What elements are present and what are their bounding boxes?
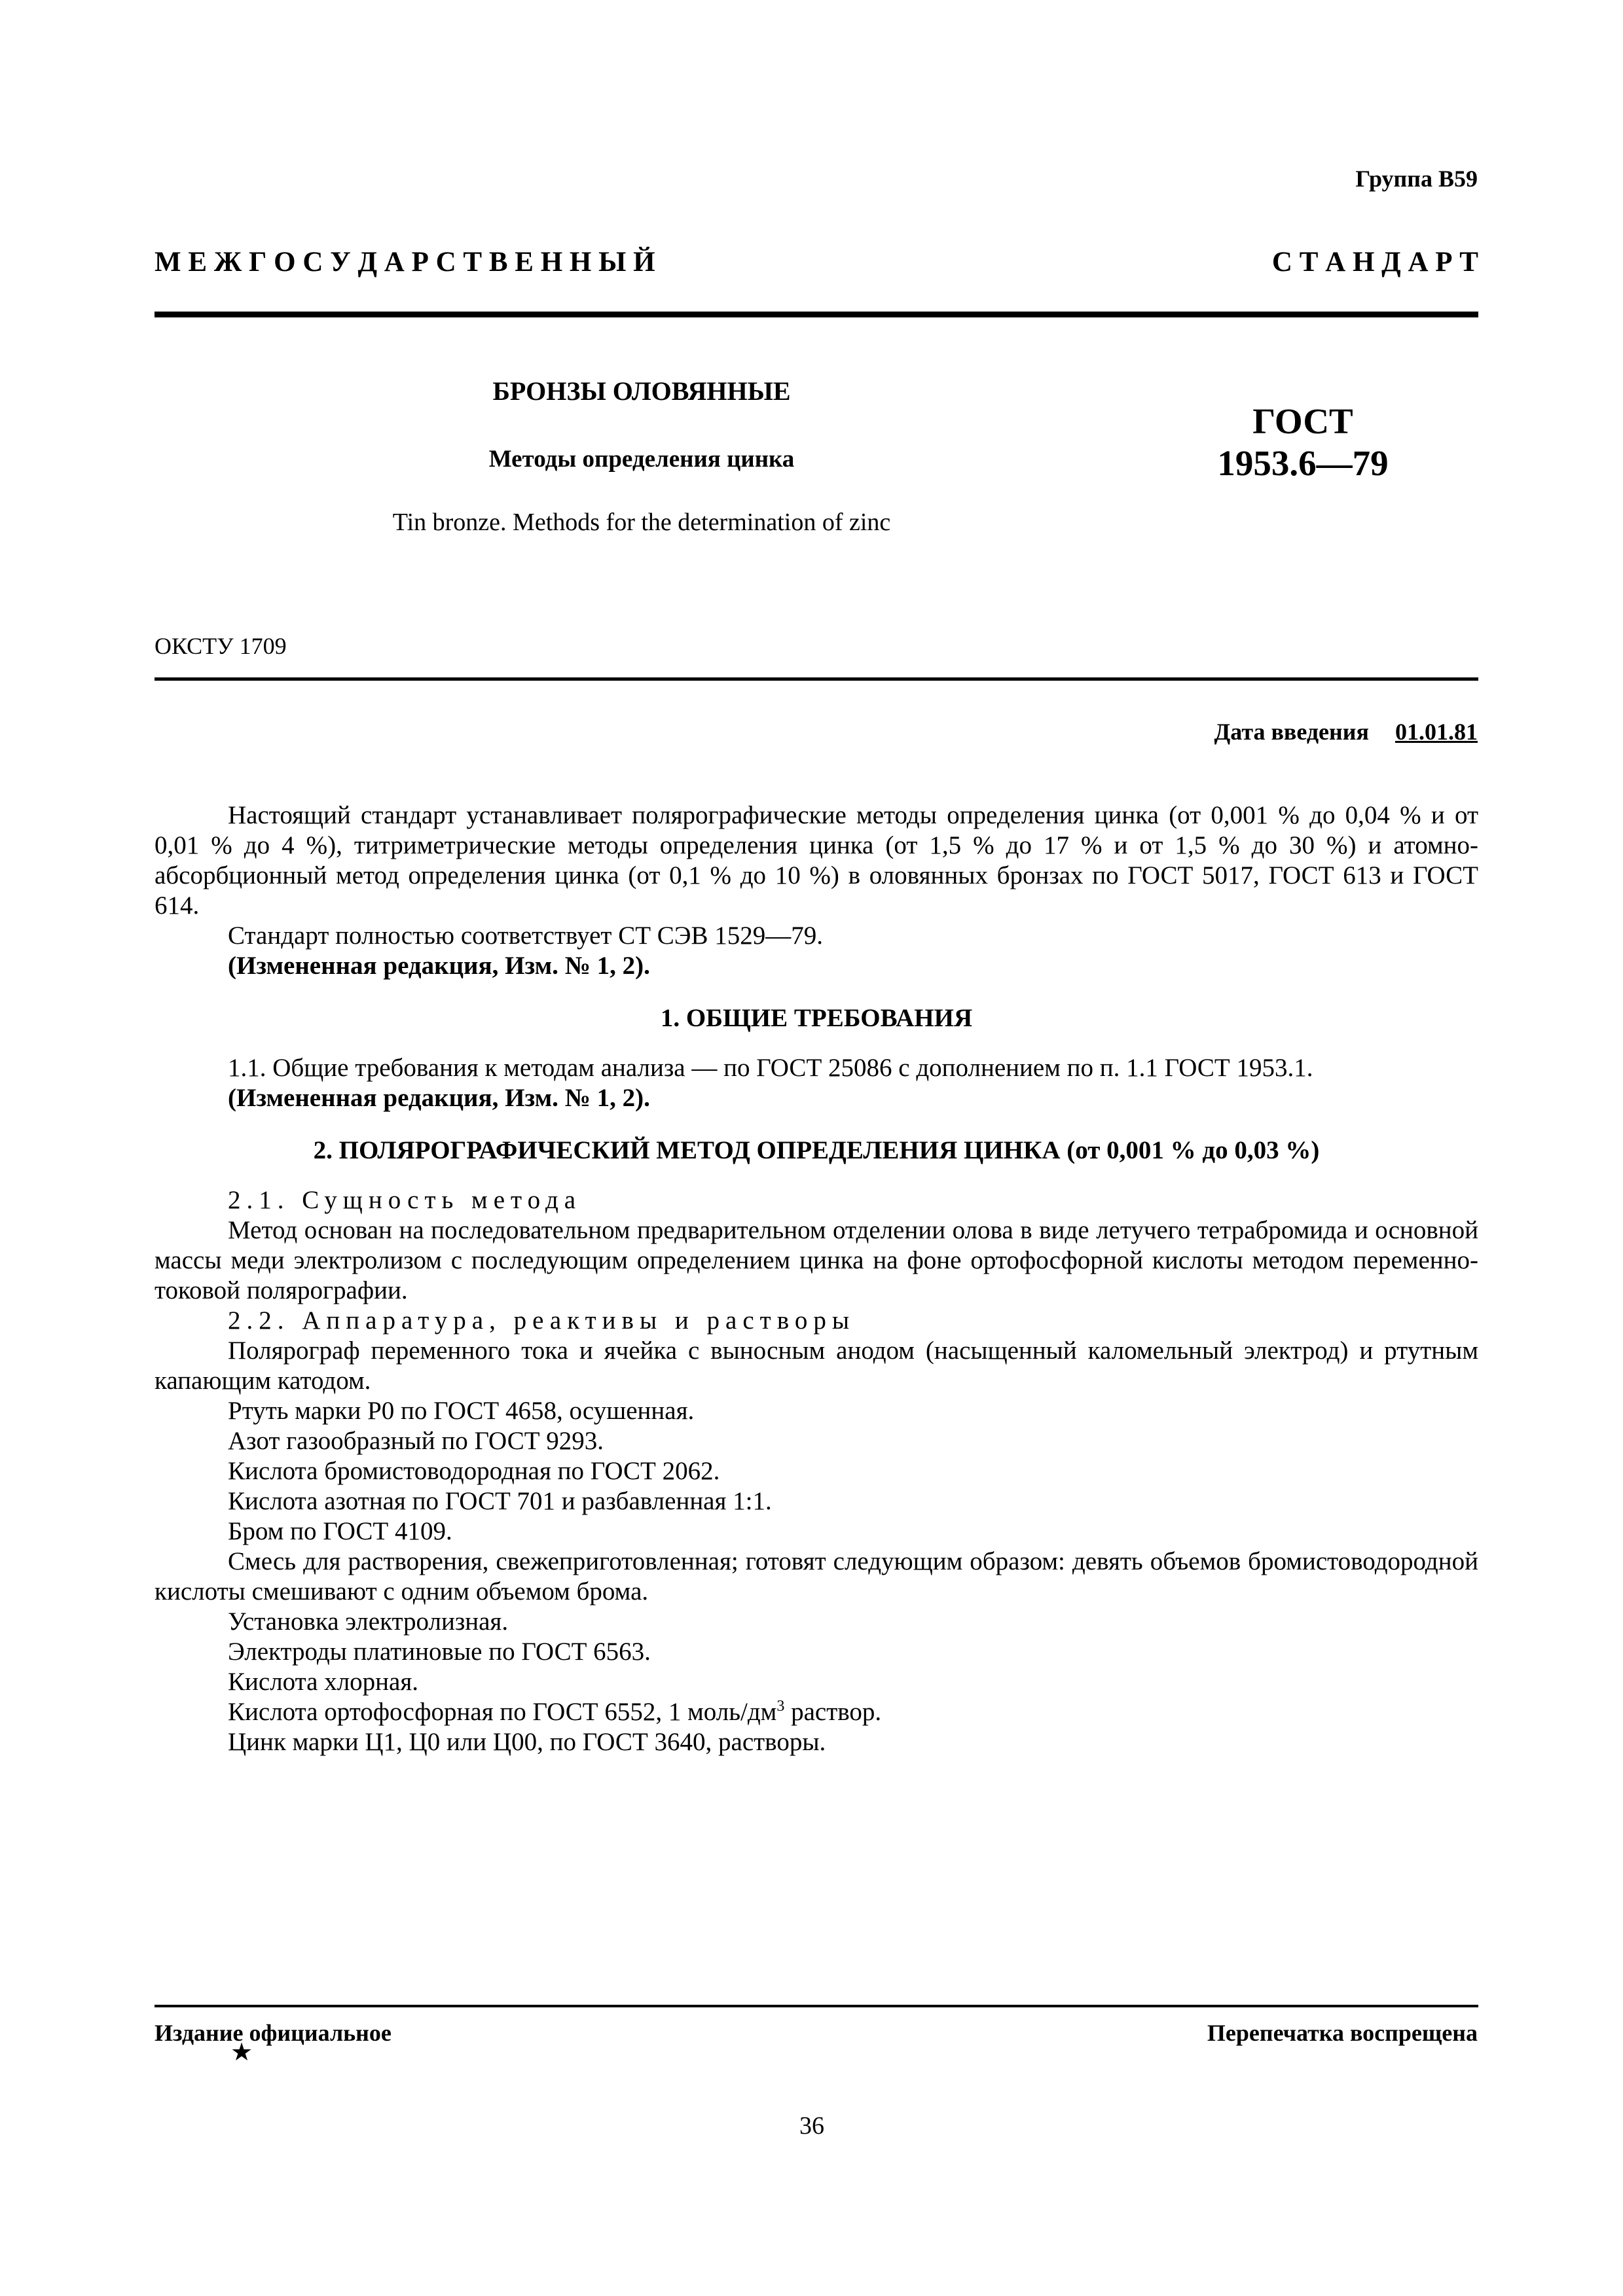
gost-designation bbox=[1133, 401, 1473, 484]
clause-2-1-text: Метод основан на последовательном предварительном отделении олова в виде летучего тетрабромида и основной массы меди электролизом с последующим определением цинка на фоне ортофосфорной кислоты методом переменно-токовой полярографии. bbox=[155, 1216, 1478, 1304]
footer-rule bbox=[155, 2005, 1478, 2007]
reagent-item-zinc: Цинк марки Ц1, Ц0 или Ц00, по ГОСТ 3640, растворы. bbox=[228, 1728, 826, 1756]
clause-2-1-title: 2.1. Сущность метода bbox=[228, 1186, 582, 1214]
superscript-3: 3 bbox=[776, 1698, 785, 1715]
official-edition-label: Издание официальное bbox=[155, 2020, 392, 2046]
reprint-prohibited-label: Перепечатка воспрещена bbox=[1207, 2020, 1478, 2046]
document-subtitle: Методы определения цинка bbox=[488, 446, 795, 473]
phosphoric-acid-text: Кислота ортофосфорная по ГОСТ 6552, 1 моль/дм bbox=[228, 1698, 777, 1726]
banner-left: М Е Ж Г О С У Д А Р С Т В Е Н Н Ы Й bbox=[155, 247, 655, 278]
clause-2-2-title: 2.2. Аппаратура, реактивы и растворы bbox=[228, 1306, 856, 1335]
okstu-rule bbox=[155, 677, 1478, 681]
introduction-date-value: 01.01.81 bbox=[1395, 719, 1478, 745]
reagent-item: Кислота азотная по ГОСТ 701 и разбавленная 1:1. bbox=[228, 1487, 772, 1515]
reagent-item: Кислота бромистоводородная по ГОСТ 2062. bbox=[228, 1457, 720, 1485]
reagent-item: Установка электролизная. bbox=[228, 1607, 509, 1636]
intro-paragraph: Настоящий стандарт устанавливает полярографические методы определения цинка (от 0,001 % до 0,04 % и от 0,01 % до 4 %), титриметрические методы определения цинка (от 1,5 % до 17 % и от 1,5 % до 30 %) и атомно-абсорбционный метод определения цинка (от 0,1 % до 10 %) в оловянных бронзах по ГОСТ 5017, ГОСТ 613 и ГОСТ 614. bbox=[155, 801, 1478, 920]
standard-banner bbox=[155, 246, 1478, 278]
intro-edit-note: (Измененная редакция, Изм. № 1, 2). bbox=[228, 952, 650, 980]
clause-1-1: 1.1. Общие требования к методам анализа — по ГОСТ 25086 с дополнением по п. 1.1 ГОСТ 1953.1. bbox=[228, 1054, 1313, 1082]
okstu-code: ОКСТУ 1709 bbox=[155, 633, 287, 659]
phosphoric-acid-suffix: раствор. bbox=[784, 1698, 882, 1726]
top-rule bbox=[155, 312, 1478, 317]
document-body bbox=[155, 800, 1478, 1757]
reagent-item: Электроды платиновые по ГОСТ 6563. bbox=[228, 1638, 651, 1666]
introduction-date bbox=[1214, 718, 1478, 745]
page-number: 36 bbox=[799, 2112, 824, 2140]
reagent-item: Кислота хлорная. bbox=[228, 1668, 419, 1696]
banner-right: С Т А Н Д А Р Т bbox=[1271, 247, 1478, 278]
gost-number: 1953.6—79 bbox=[1217, 443, 1389, 483]
intro-compliance: Стандарт полностью соответствует СТ СЭВ 1529—79. bbox=[228, 922, 824, 950]
reagent-item: Бром по ГОСТ 4109. bbox=[228, 1517, 452, 1545]
group-label: Группа В59 bbox=[1355, 166, 1478, 192]
introduction-date-label: Дата введения bbox=[1214, 719, 1369, 745]
reagent-item: Азот газообразный по ГОСТ 9293. bbox=[228, 1427, 604, 1455]
gost-label: ГОСТ bbox=[1252, 401, 1353, 441]
star-icon: ★ bbox=[230, 2039, 253, 2066]
document-title: БРОНЗЫ ОЛОВЯННЫЕ bbox=[492, 376, 791, 406]
section-1-heading: 1. ОБЩИЕ ТРЕБОВАНИЯ bbox=[660, 1004, 973, 1032]
clause-1-edit-note: (Измененная редакция, Изм. № 1, 2). bbox=[228, 1084, 650, 1112]
document-title-english: Tin bronze. Methods for the determination of zinc bbox=[392, 509, 891, 536]
reagent-item: Ртуть марки Р0 по ГОСТ 4658, осушенная. bbox=[228, 1397, 695, 1425]
reagent-item: Смесь для растворения, свежеприготовленная; готовят следующим образом: девять объемов бромистоводородной кислоты смешивают с одним объемом брома. bbox=[155, 1547, 1478, 1605]
reagent-item: Полярограф переменного тока и ячейка с выносным анодом (насыщенный каломельный электрод) и ртутным капающим катодом. bbox=[155, 1336, 1478, 1395]
section-2-heading: 2. ПОЛЯРОГРАФИЧЕСКИЙ МЕТОД ОПРЕДЕЛЕНИЯ ЦИНКА (от 0,001 % до 0,03 %) bbox=[313, 1136, 1320, 1164]
reagent-item-phosphoric-acid bbox=[155, 1697, 1478, 1727]
